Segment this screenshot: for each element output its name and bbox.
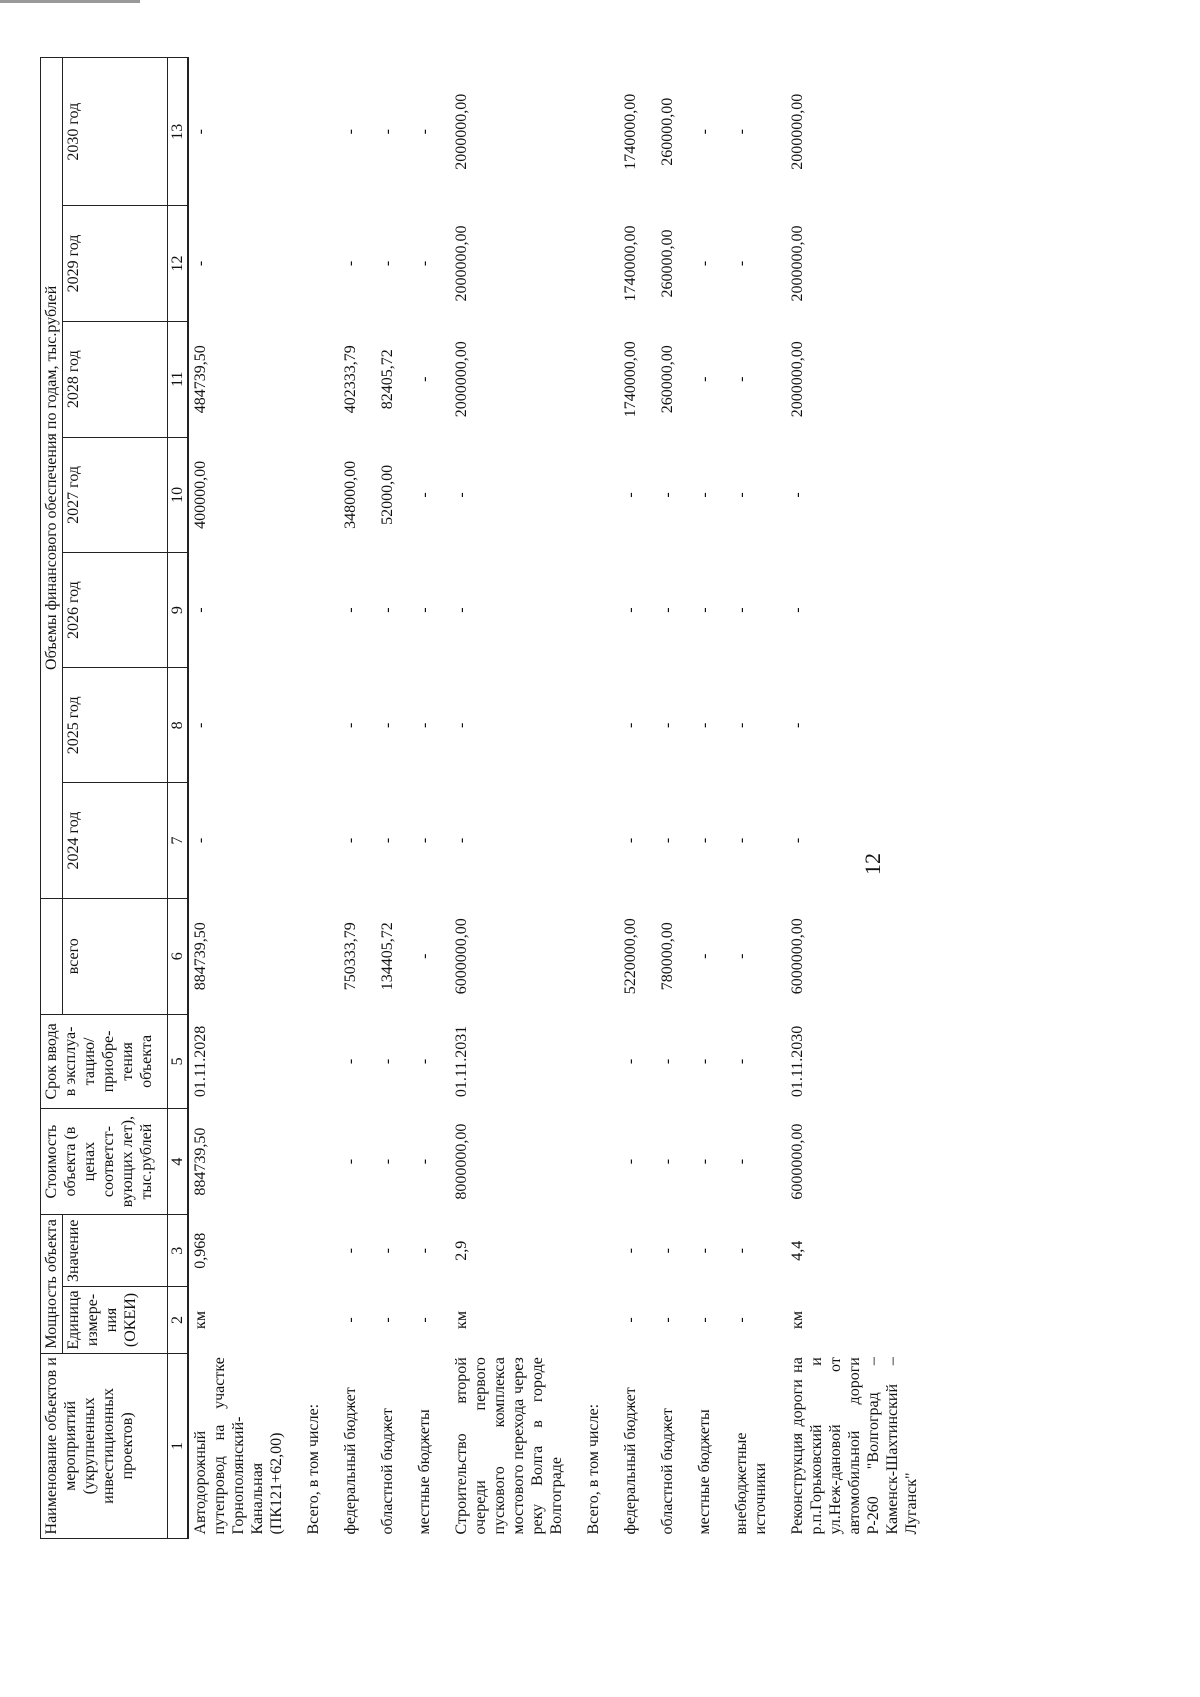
year-cell: 348000,00 [342,460,359,529]
header-funding: Объемы финансового обеспечения по годам, тыс.рублей [41,58,63,899]
year-cell: - [696,607,713,613]
year-cell: - [789,722,806,728]
year-cell: - [622,607,639,613]
date-cell: - [733,1058,750,1065]
date-cell: - [659,1058,676,1065]
year-cell: 2000000,00 [789,93,806,170]
unit-cell: км [789,1311,806,1329]
year-cell: 484739,50 [192,345,209,414]
value-cell: 0,968 [192,1232,209,1269]
year-cell: 1740000,00 [622,341,639,418]
value-cell: - [622,1248,639,1254]
header-total: всего [63,898,168,1014]
total-cell: 6000000,00 [789,918,806,995]
year-cell: 2000000,00 [453,225,470,302]
date-cell: - [416,1058,433,1065]
unit-cell: - [733,1317,750,1323]
year-cell: - [696,376,713,382]
year-cell: - [659,837,676,844]
source-name: внебюджетные источники [733,1432,769,1535]
table-row [656,58,679,1539]
column-number: 10 [168,437,189,552]
year-cell: 2000000,00 [789,341,806,418]
cost-cell: - [659,1158,676,1165]
cost-cell: 6000000,00 [789,1123,806,1200]
total-cell: 884739,50 [192,922,209,991]
funding-table [40,57,923,1539]
subtotal-heading: Всего, в том числе: [585,1403,602,1535]
year-cell: 52000,00 [379,464,396,525]
date-cell: 01.11.2030 [789,1025,806,1098]
year-cell: - [733,837,750,844]
year-cell: 402333,79 [342,345,359,414]
object-name: Автодорожный путепровод на участке Горнополянский-Канальная (ПК121+62,00) [192,1357,285,1535]
value-cell: 2,9 [453,1240,470,1261]
total-cell: 134405,72 [379,922,396,991]
header-year: 2025 год [63,668,168,783]
year-cell: - [696,837,713,844]
year-cell: - [342,837,359,844]
source-name: областной бюджет [659,1408,676,1535]
year-cell: 1740000,00 [622,225,639,302]
table-row [339,58,362,1539]
year-cell: 260000,00 [659,345,676,414]
table-row [582,58,605,1539]
date-cell: - [342,1058,359,1065]
year-cell: - [659,492,676,498]
column-number: 9 [168,553,189,668]
object-name: Реконструкция дороги на р.п.Горьковский и ул.Неж-дановой от автомобильной дороги Р-260 "Волгоград – Каменск-Шахтинский – Луганск" [789,1357,920,1535]
cost-cell: - [342,1158,359,1165]
year-cell: - [789,492,806,498]
date-cell: - [696,1058,713,1065]
value-cell: - [416,1248,433,1254]
source-name: местные бюджеты [416,1409,433,1535]
year-cell: - [192,837,209,844]
year-cell: - [416,129,433,135]
year-cell: - [733,129,750,135]
value-cell: - [379,1248,396,1254]
year-cell: - [733,722,750,728]
source-name: федеральный бюджет [342,1387,359,1535]
year-cell: - [379,722,396,728]
year-cell: - [379,837,396,844]
year-cell: - [416,376,433,382]
source-name: местные бюджеты [696,1409,713,1535]
year-cell: - [622,722,639,728]
year-cell: - [379,260,396,267]
year-cell: 400000,00 [192,460,209,529]
unit-cell: - [622,1317,639,1323]
year-cell: - [659,722,676,728]
object-name: Строительство второй очереди первого пускового комплекса мостового перехода через реку Волга в городе Волгограде [453,1357,565,1535]
year-cell: - [416,607,433,613]
date-cell: 01.11.2031 [453,1025,470,1098]
unit-cell: - [696,1317,713,1323]
cost-cell: 8000000,00 [453,1123,470,1200]
header-name: Наименование объектов и мероприятий (укрупненных инвестиционных проектов) [41,1353,168,1538]
column-number: 2 [168,1287,189,1353]
subtotal-heading: Всего, в том числе: [305,1403,322,1535]
table-row [376,58,399,1539]
header-cost: Стоимость объекта (в ценах соответст- вующих лет), тыс.рублей [41,1108,168,1214]
year-cell: 260000,00 [659,229,676,298]
column-number: 12 [168,206,189,321]
column-number-row [168,58,189,1539]
cost-cell: - [416,1158,433,1165]
header-row-1 [41,58,63,1539]
column-number: 8 [168,668,189,783]
year-cell: - [789,837,806,844]
unit-cell: - [379,1317,396,1323]
unit-cell: - [342,1317,359,1323]
value-cell: - [733,1248,750,1254]
table-row [450,58,568,1539]
total-cell: 750333,79 [342,922,359,991]
value-cell: - [342,1248,359,1254]
year-cell: - [733,607,750,613]
year-cell: - [416,492,433,498]
year-cell: - [696,492,713,498]
year-cell: - [416,260,433,267]
total-cell: 780000,00 [659,922,676,991]
year-cell: - [696,722,713,728]
table-row [619,58,642,1539]
year-cell: - [192,722,209,728]
year-cell: - [733,376,750,382]
value-cell: - [696,1248,713,1254]
year-cell: - [192,607,209,613]
table-row [786,58,923,1539]
table-row [302,58,325,1539]
cost-cell: - [379,1158,396,1165]
cost-cell: - [696,1158,713,1165]
table-row [730,58,772,1539]
value-cell: - [659,1248,676,1254]
source-name: федеральный бюджет [622,1387,639,1535]
column-number: 7 [168,783,189,898]
header-capacity: Мощность объекта [41,1215,63,1354]
header-year: 2029 год [63,206,168,321]
year-cell: - [342,129,359,135]
year-cell: - [622,837,639,844]
year-cell: - [342,722,359,728]
total-cell: - [416,953,433,959]
total-cell: 5220000,00 [622,918,639,995]
year-cell: - [453,722,470,728]
date-cell: 01.11.2028 [192,1025,209,1098]
year-cell: - [192,129,209,135]
total-cell: 6000000,00 [453,918,470,995]
year-cell: - [416,837,433,844]
year-cell: - [342,260,359,267]
table-row [693,58,716,1539]
year-cell: - [659,607,676,613]
year-cell: - [696,129,713,135]
column-number: 11 [168,321,189,437]
year-cell: 82405,72 [379,349,396,410]
year-cell: - [192,260,209,267]
year-cell: 2000000,00 [789,225,806,302]
page-number: 12 [860,853,885,875]
column-number: 1 [168,1353,189,1538]
source-name: областной бюджет [379,1408,396,1535]
column-number: 5 [168,1014,189,1108]
header-row-2 [63,58,168,1539]
year-cell: - [379,607,396,613]
cost-cell: 884739,50 [192,1127,209,1196]
date-cell: - [379,1058,396,1065]
unit-cell: км [453,1311,470,1329]
year-cell: - [342,607,359,613]
year-cell: 1740000,00 [622,93,639,170]
year-cell: 2000000,00 [453,341,470,418]
table-row [188,58,288,1539]
year-cell: - [416,722,433,728]
year-cell: - [379,129,396,135]
year-cell: - [453,837,470,844]
header-year: 2024 год [63,783,168,898]
total-cell: - [733,953,750,959]
value-cell: 4,4 [789,1240,806,1261]
year-cell: - [453,607,470,613]
unit-cell: - [416,1317,433,1323]
column-number: 6 [168,898,189,1014]
year-cell: - [733,492,750,498]
date-cell: - [622,1058,639,1065]
column-number: 4 [168,1108,189,1214]
year-cell: 260000,00 [659,97,676,166]
year-cell: 2000000,00 [453,93,470,170]
year-cell: - [733,260,750,267]
unit-cell: - [659,1317,676,1323]
column-number: 13 [168,58,189,206]
header-year: 2026 год [63,553,168,668]
header-unit: Единица измере- ния (ОКЕИ) [63,1287,168,1353]
header-value: Значение [63,1215,168,1287]
header-year: 2030 год [63,58,168,206]
header-date: Срок ввода в эксплуа- тацию/ приобре- тения объекта [41,1014,168,1108]
header-year: 2027 год [63,437,168,552]
column-number: 3 [168,1215,189,1287]
unit-cell: км [192,1311,209,1329]
year-cell: - [789,607,806,613]
year-cell: - [453,492,470,498]
year-cell: - [622,492,639,498]
total-cell: - [696,953,713,959]
header-year: 2028 год [63,321,168,437]
cost-cell: - [733,1158,750,1165]
year-cell: - [696,260,713,267]
table-row [413,58,436,1539]
cost-cell: - [622,1158,639,1165]
